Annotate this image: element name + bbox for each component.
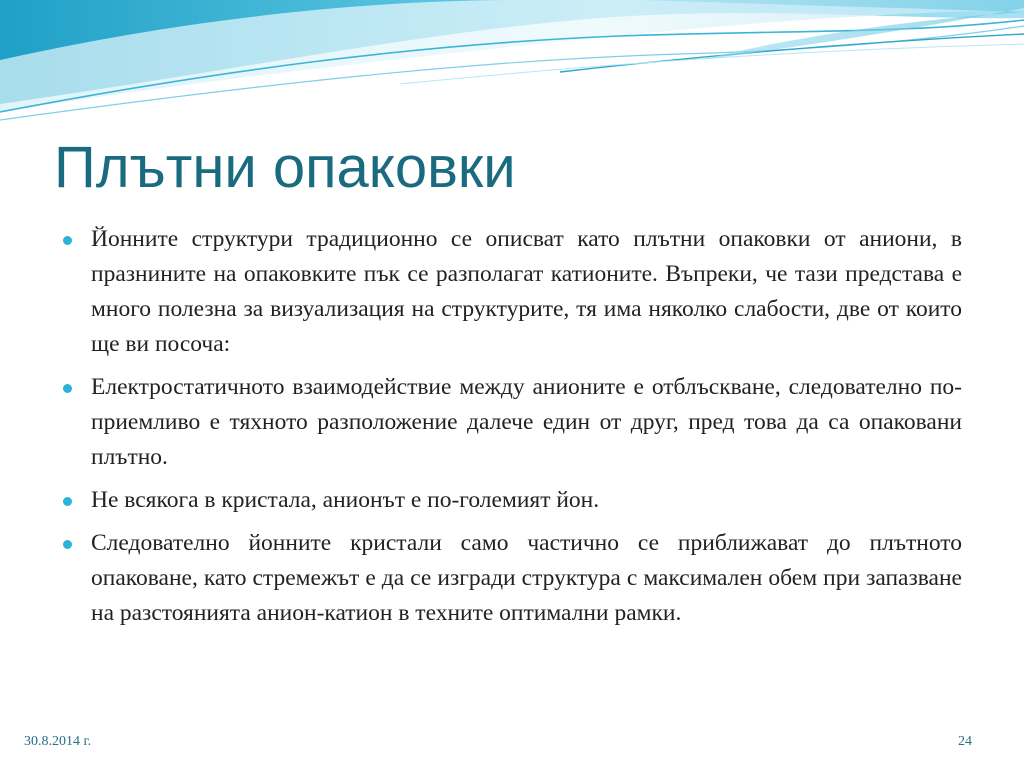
bullet-text: Не всякога в кристала, анионът е по-големият йон. bbox=[91, 487, 600, 513]
bullet-icon bbox=[63, 236, 72, 245]
wave-header-decoration bbox=[0, 0, 1024, 130]
bullet-text: Йонните структури традиционно се описват като плътни опаковки от аниони, в празнините на опаковките пък се разполагат катионите. Въпреки, че тази представа е много полезна за визуализация на структурите, тя има няколко слабости, две от които ще ви посоча: bbox=[91, 226, 962, 357]
bullet-list bbox=[62, 222, 962, 639]
bullet-item bbox=[62, 526, 962, 631]
bullet-item bbox=[62, 222, 962, 362]
bullet-icon bbox=[63, 497, 72, 506]
bullet-icon bbox=[63, 540, 72, 549]
bullet-item bbox=[62, 370, 962, 475]
bullet-text: Следователно йонните кристали само частично се приближават до плътното опаковане, като стремежът е да се изгради структура с максимален обем при запазване на разстоянията анион-катион в техните оптимални рамки. bbox=[91, 530, 962, 626]
bullet-icon bbox=[63, 384, 72, 393]
bullet-text: Електростатичното взаимодействие между анионите е отблъскване, следователно по-приемливо е тяхното разположение далече един от друг, пред това да са опаковани плътно. bbox=[91, 374, 962, 470]
wave-line-3 bbox=[560, 34, 1024, 72]
footer-date: 30.8.2014 г. bbox=[24, 734, 92, 749]
slide-title: Плътни опаковки bbox=[54, 135, 516, 200]
footer-page-number: 24 bbox=[958, 734, 972, 749]
bullet-item bbox=[62, 483, 962, 518]
